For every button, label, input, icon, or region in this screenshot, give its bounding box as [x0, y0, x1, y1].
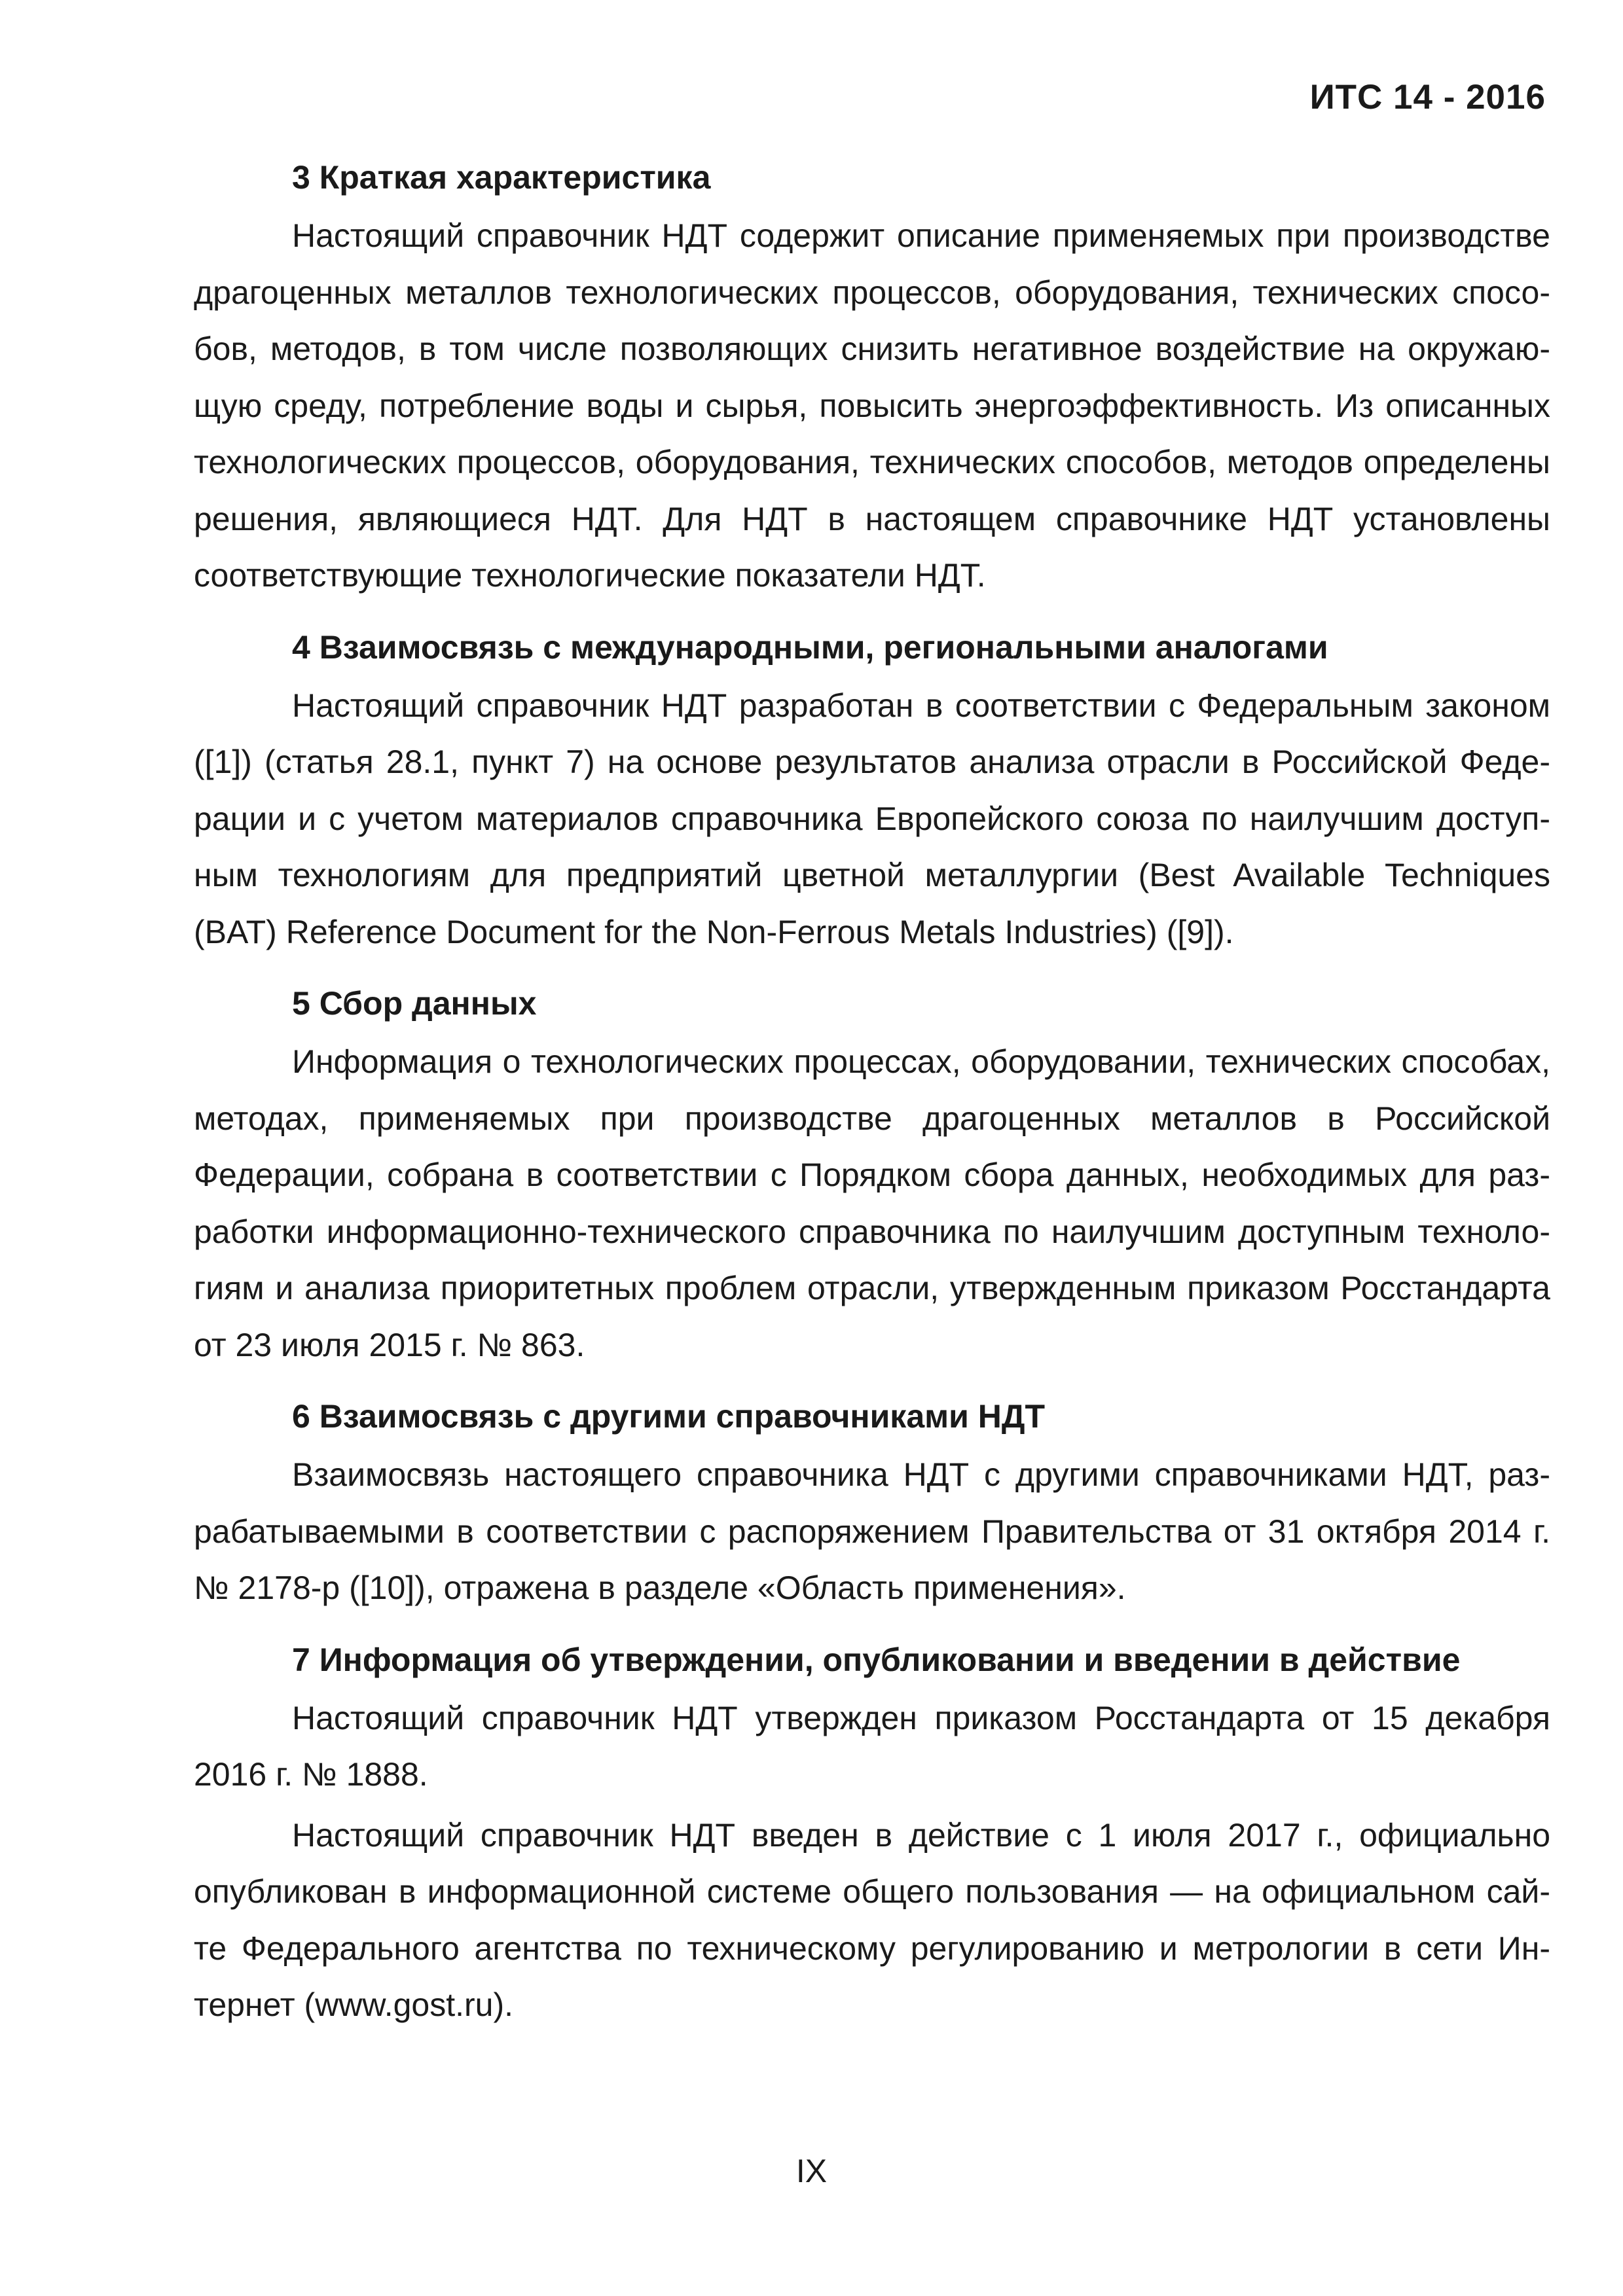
section-heading: 3 Краткая характеристика [292, 159, 711, 196]
section-data-collection [194, 973, 1550, 1373]
section-heading: 4 Взаимосвязь с международными, региональными аналогами [292, 628, 1328, 666]
section-approval-info [194, 1630, 1550, 2034]
section-paragraph: Информация о технологических процессах, оборудовании, технических способах, методах, применяемых при производстве драгоценных металлов в Российской Федерации, собрана в соответствии с Порядком сбора данных, необходимых для разработки информационно-технического справочника по наилучшим доступным технологиям и анализа приоритетных проблем отрасли, утвержденным приказом Росстандарта от 23 июля 2015 г. № 863. [194, 1043, 1550, 1363]
section-heading: 5 Сбор данных [292, 985, 537, 1022]
document-body [194, 147, 1550, 2047]
section-paragraph: Взаимосвязь настоящего справочника НДТ с другими справочниками НДТ, разрабатываемыми в соответствии с распоряжением Правительства от 31 октября 2014 г. № 2178-р ([10]), отражена в разделе «Область применения». [194, 1456, 1550, 1606]
section-paragraph: Настоящий справочник НДТ утвержден приказом Росстандарта от 15 декабря 2016 г. № 1888. [194, 1699, 1550, 1793]
section-related-references [194, 1386, 1550, 1617]
section-paragraph: Настоящий справочник НДТ разработан в соответствии с Федеральным законом ([1]) (статья 28.1, пункт 7) на основе результатов анализа отрасли в Российской Федерации и с учетом материалов справочника Европейского союза по наилучшим доступным технологиям для предприятий цветной металлургии (Best Available Techniques (BAT) Reference Document for the Non-Ferrous Metals Industries) ([9]). [194, 687, 1550, 950]
section-brief-description [194, 147, 1550, 604]
section-paragraph: Настоящий справочник НДТ содержит описание применяемых при производстве драгоценных металлов технологических процессов, оборудования, технических способов, методов, в том числе позволяющих снизить негативное воздействие на окружающую среду, потребление воды и сырья, повысить энергоэффективность. Из описанных технологических процессов, оборудования, технических способов, методов определены решения, являющиеся НДТ. Для НДТ в настоящем справочнике НДТ установлены соответствующие технологические показатели НДТ. [194, 217, 1550, 594]
section-paragraph: Настоящий справочник НДТ введен в действие с 1 июля 2017 г., официально опубликован в информационной системе общего пользования — на официальном сайте Федерального агентства по техническому регулированию и метрологии в сети Интернет (www.gost.ru). [194, 1816, 1550, 2023]
document-code-header: ИТС 14 - 2016 [1309, 78, 1546, 117]
section-heading: 7 Информация об утверждении, опубликовании и введении в действие [292, 1641, 1461, 1678]
section-international-analogues [194, 617, 1550, 961]
section-heading: 6 Взаимосвязь с другими справочниками НДТ [292, 1398, 1046, 1435]
page-number: IX [795, 2153, 828, 2189]
